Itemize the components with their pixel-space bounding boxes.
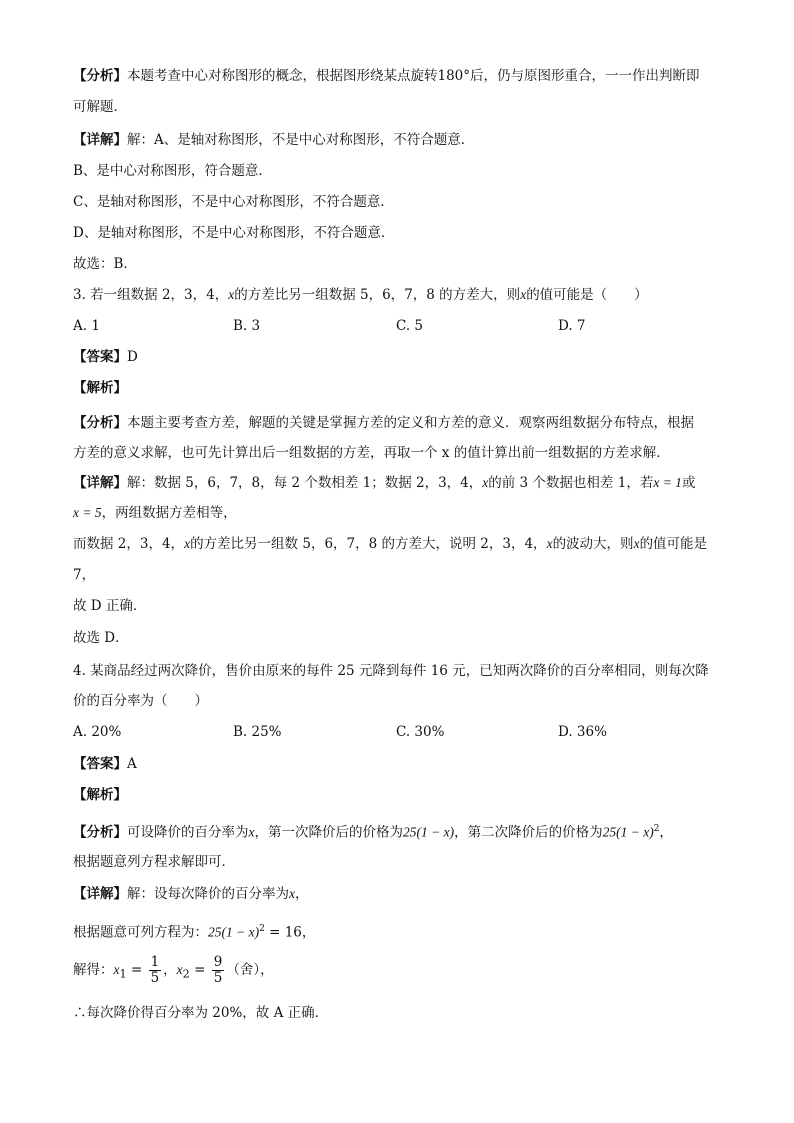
q3-stem-c: 的值可能是（ ） <box>526 287 648 303</box>
q2-detail-line-a <box>73 130 474 150</box>
variable-x: x <box>289 886 295 901</box>
detail-tag: 【详解】 <box>73 132 127 148</box>
q3-options <box>73 316 733 336</box>
q4-analysis-line2: 根据题意列方程求解即可． <box>73 854 235 870</box>
detail-text-b: = 16， <box>264 924 316 941</box>
variable-x: x <box>228 287 235 302</box>
option-d: D. 7 <box>558 318 586 334</box>
q4-options <box>73 722 733 742</box>
variable-x: x <box>546 536 553 551</box>
subscript: 1 <box>119 967 127 981</box>
detail-text: 解：A、是轴对称图形，不是中心对称图形，不符合题意． <box>127 132 475 148</box>
equation-x-5: x = 5 <box>73 505 102 520</box>
variable-x: x <box>633 536 640 551</box>
analysis-text: 本题考查中心对称图形的概念，根据图形绕某点旋转180°后，仍与原图形重合，一一作出判断即 <box>127 68 700 84</box>
option-b: B. 3 <box>233 318 261 334</box>
analysis-text: 本题主要考查方差，解题的关键是掌握方差的定义和方差的意义．观察两组数据分布特点，根据 <box>127 415 694 431</box>
detail-text-d: 的值可能是 <box>639 536 708 552</box>
analysis-tag: 【分析】 <box>73 824 127 841</box>
detail-text: ，两组数据方差相等， <box>101 505 237 521</box>
detail-text-a: 根据题意可列方程为： <box>73 924 208 941</box>
q3-detail-line4: 7， <box>73 567 96 583</box>
denominator: 5 <box>150 970 160 986</box>
numerator: 9 <box>213 954 223 970</box>
q2-detail-line-b: B、是中心对称图形，符合题意． <box>73 163 272 179</box>
q2-analysis-line1 <box>73 66 700 86</box>
answer-value: A <box>127 756 137 772</box>
option-c: C. 30% <box>396 724 445 740</box>
q2-choose: 故选：B． <box>73 256 137 272</box>
equation-expression: 25(1 − x) <box>208 924 260 940</box>
detail-text-a: 而数据 2，3，4， <box>73 536 185 552</box>
analysis-text-a: 可设降价的百分率为 <box>127 824 249 841</box>
analysis-tag: 【分析】 <box>73 415 127 431</box>
expression-first-price: 25(1 − x) <box>403 824 455 840</box>
detail-tag: 【详解】 <box>73 475 127 491</box>
equals: = <box>126 962 147 978</box>
variable-x: x <box>520 287 527 302</box>
q4-analysis-line1 <box>73 819 673 839</box>
q4-stem-line2: 价的百分率为（ ） <box>73 693 208 709</box>
exponent: 2 <box>259 924 265 934</box>
expression-second-price: 25(1 − x) <box>602 824 654 840</box>
detail-text-b: ， <box>295 886 309 902</box>
answer-tag: 【答案】 <box>73 756 127 772</box>
q3-stem-a: 3. 若一组数据 2，3，4， <box>73 287 229 303</box>
q4-detail-line2 <box>73 919 315 939</box>
detail-text-b: 的前 3 个数据也相差 1，若 <box>488 475 654 491</box>
denominator: 5 <box>213 970 223 986</box>
equation-x-1: x = 1 <box>653 475 682 490</box>
variable-x2: x <box>176 962 183 977</box>
q4-answer <box>73 754 137 774</box>
fraction-nine-fifths <box>212 955 225 986</box>
answer-tag: 【答案】 <box>73 349 127 365</box>
detail-text-c: 的波动大，则 <box>552 536 634 552</box>
analysis-text-b: ，第一次降价后的价格为 <box>254 824 403 841</box>
subscript: 2 <box>182 967 190 981</box>
variable-x1: x <box>113 962 120 977</box>
q3-answer <box>73 347 138 367</box>
detail-tag: 【详解】 <box>73 886 127 902</box>
detail-text-b: 的方差比另一组数 5，6，7，8 的方差大，说明 2，3，4， <box>190 536 547 552</box>
q2-detail-line-c: C、是轴对称图形，不是中心对称图形，不符合题意． <box>73 194 394 210</box>
variable-x: x <box>248 824 255 840</box>
separator: ， <box>163 962 177 978</box>
exponent: 2 <box>653 824 660 834</box>
q4-stem-line1: 4. 某商品经过两次降价，售价由原来的每件 25 元降到每件 16 元，已知两次降价的百分率相同，则每次降 <box>73 663 709 679</box>
option-c: C. 5 <box>396 318 424 334</box>
q3-detail-line3 <box>73 534 707 554</box>
option-a: A. 20% <box>73 724 122 740</box>
q3-analysis-line2: 方差的意义求解，也可先计算出后一组数据的方差，再取一个 x 的值计算出前一组数据的方差求解． <box>73 445 670 461</box>
answer-value: D <box>127 349 138 365</box>
analysis-text-d: ， <box>659 824 673 841</box>
option-d: D. 36% <box>558 724 607 740</box>
q3-detail-line1 <box>73 473 695 493</box>
q2-analysis-line2: 可解题． <box>73 99 127 115</box>
q3-analysis-line1 <box>73 413 694 433</box>
option-a: A. 1 <box>73 318 100 334</box>
variable-x: x <box>482 475 489 490</box>
detail-text-a: 解：设每次降价的百分率为 <box>127 886 289 902</box>
reject-note: （舍）， <box>226 962 274 978</box>
solve-label: 解得： <box>73 962 114 978</box>
analysis-tag: 【分析】 <box>73 68 127 84</box>
variable-x: x <box>184 536 191 551</box>
q3-detail-line5: 故 D 正确． <box>73 598 147 614</box>
q3-stem <box>73 285 648 305</box>
q3-choose: 故选 D． <box>73 630 129 646</box>
fraction-one-fifth <box>149 955 162 986</box>
q4-detail-line1 <box>73 884 309 904</box>
numerator: 1 <box>150 954 160 970</box>
q4-jiexi-tag: 【解析】 <box>73 787 127 803</box>
q4-solution <box>73 950 274 990</box>
detail-text-a: 解：数据 5，6，7，8，每 2 个数相差 1；数据 2，3，4， <box>127 475 483 491</box>
q3-stem-b: 的方差比另一组数据 5，6，7，8 的方差大，则 <box>234 287 521 303</box>
analysis-text-c: ，第二次降价后的价格为 <box>454 824 603 841</box>
equals: = <box>189 962 210 978</box>
detail-text-c: 或 <box>681 475 696 491</box>
q4-conclusion: ∴每次降价得百分率为 20%，故 A 正确． <box>73 1005 329 1021</box>
q3-jiexi-tag: 【解析】 <box>73 380 127 396</box>
option-b: B. 25% <box>233 724 282 740</box>
q2-detail-line-d: D、是轴对称图形，不是中心对称图形，不符合题意． <box>73 225 395 241</box>
q3-detail-line2 <box>73 503 237 523</box>
